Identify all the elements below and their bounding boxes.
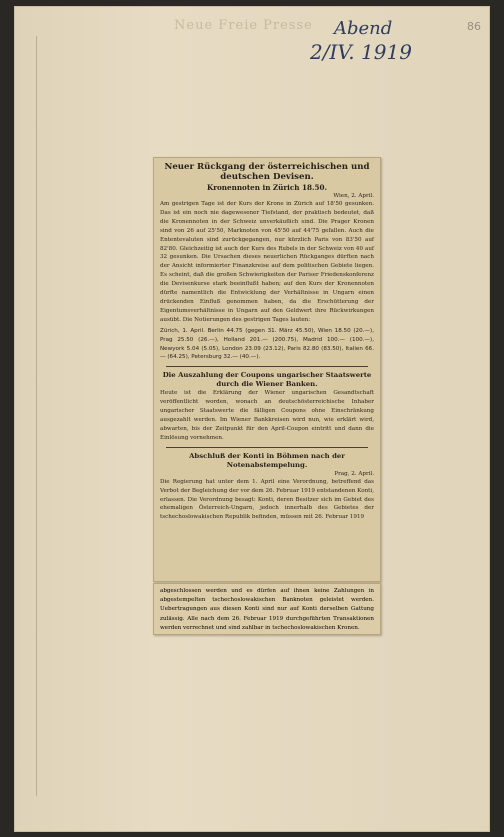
dateline: Wien, 2. April. [333, 193, 374, 199]
divider [166, 366, 368, 367]
newspaper-clipping [153, 157, 381, 582]
fold-line [36, 36, 37, 796]
clipping-column [160, 162, 374, 522]
section-3-dateline: Prag, 2. April. [334, 470, 374, 477]
section-2-body: Heute ist die Erklärung der Wiener ungarischen Gesandtschaft veröffentlicht worden, wonach an deutschösterreichische Inhaber ungarischer Staatswerte die fälligen Coupons ohne Einschränkung ausgezahlt werden. Im Wiener Bankkreisen wird nun, wie erklärt wird, abwarten, bis der Zeitpunkt für den April-Coupon eintritt und dann die Einlösung vornehmen. [160, 390, 374, 441]
section-2-title: Die Auszahlung der Coupons ungarischer Staatswerte durch die Wiener Banken. [162, 371, 372, 389]
section-3-title: Abschluß der Konti in Böhmen nach der Notenabstempelung. [189, 451, 345, 469]
newspaper-clipping-continuation [153, 583, 381, 635]
handwritten-edition: Abend [334, 18, 393, 39]
quotations: Zürich, 1. April. Berlin 44.75 (gegen 31. März 45.50), Wien 18.50 (20.—), Prag 25.50 (26.—), Holland 201.— (200.75), Madrid 100.— (100.—), Newyork 5.04 (5.05), London 23.09 (23.12), Paris 82.80 (83.50), Italien 66.— (64.25), Petersburg 32.— (40.—). [160, 327, 374, 361]
section-3-body: Die Regierung hat unter dem 1. April eine Verordnung, betreffend das Verbot der Begleichung der vor dem 26. Februar 1919 entstandenen Konti, erlassen. Die Verordnung besagt: Konti, deren Besitzer sich im Gebiet des ehemaligen Österreich-Ungarn, jedoch innerhalb des Gebietes der tschechoslowakischen Republik befinden, müssen mit 26. Februar 1919 [160, 478, 374, 521]
divider [166, 447, 368, 448]
handwritten-date: 2/IV. 1919 [310, 40, 412, 64]
article-body: Am gestrigen Tage ist der Kurs der Krone in Zürich auf 18'50 gesunken. Das ist ein noch nie dagewesener Tiefstand, der praktisch bedeutet, daß die Kronennoten in der Schweiz unverkäuflich sind. Die Prager Kronen sind von 26 auf 25'50, Marknoten von 45'50 auf 44'75 gefallen. Auch die Ententevaluten sind zurückgegangen, nur kürzlich Paris von 83'50 auf 82'80. Gleichzeitig ist auch der Kurs des Rubels in der Schweiz von 40 auf 32 gesunken. Die Ursachen dieses neuerlichen Rückganges dürften nach der Ansicht informierter Finanzkreise auf dem politischen Gebiete liegen. Es scheint, daß die großen Schwierigkeiten der Pariser Friedenskonferenz die Devisenkurse stark beeinflußt haben; auf den Kurs der Kronennoten dürfte namentlich die Entwicklung der Verhältnisse in Ungarn einen drückenden Einfluß genommen haben, da die Erschütterung der Eigentumsverhältnisse in Ungarn auf den Geldwert ihre Rückwirkungen ausübt. Die Notierungen des gestrigen Tages lauten: [160, 201, 374, 323]
headline: Neuer Rückgang der österreichischen und deutschen Devisen. [164, 162, 370, 182]
continuation-text: abgeschlossen werden und es dürfen auf ihnen keine Zahlungen in abgestempelten tschechoslowakischen Banknoten geleistet werden. Uebertragungen aus diesen Konti sind nur auf Konti derselben Gattung zulässig. Alle nach dem 26. Februar 1919 durchgeführten Transaktionen werden verrechnet und sind zahlbar in tschechoslowakischen Kronen. [160, 588, 374, 631]
archive-stamp: Neue Freie Presse [174, 18, 313, 33]
subheadline: Kronennoten in Zürich 18.50. [206, 183, 328, 192]
sheet-number: 86 [467, 20, 481, 33]
